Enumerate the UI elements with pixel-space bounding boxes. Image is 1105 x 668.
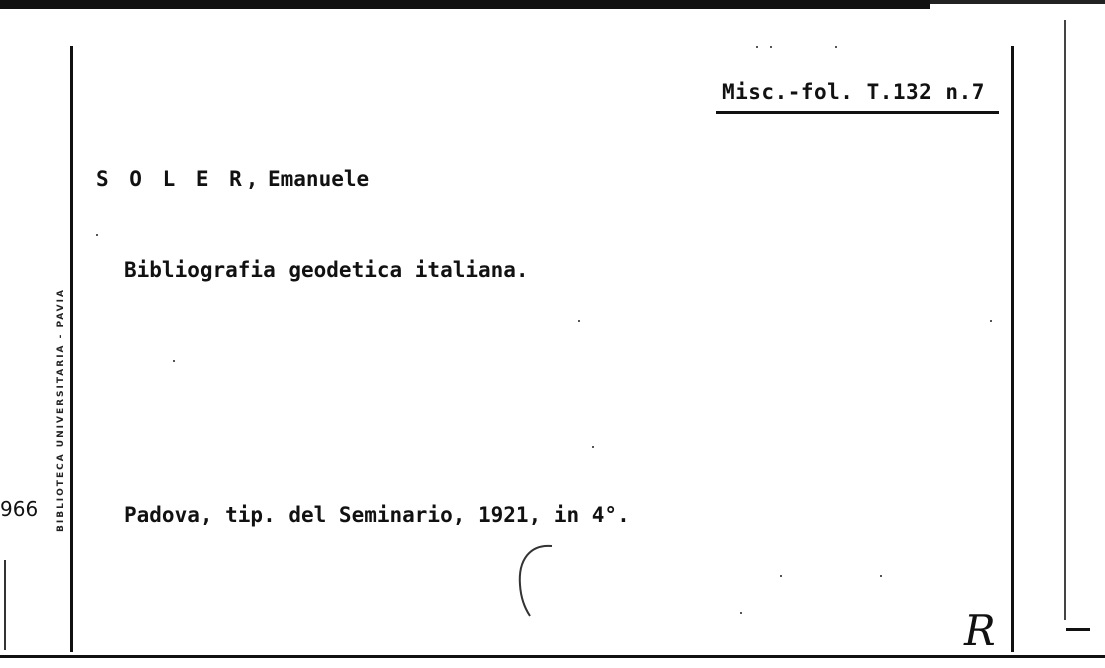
speck bbox=[835, 46, 837, 48]
speck bbox=[780, 575, 782, 577]
pencil-arc-mark bbox=[500, 540, 560, 620]
bottom-border bbox=[0, 655, 1105, 658]
speck bbox=[592, 446, 594, 448]
card-edge-line bbox=[1064, 20, 1066, 620]
shelfmark-underline bbox=[716, 111, 999, 114]
speck bbox=[173, 360, 175, 362]
accession-number: 966 bbox=[0, 497, 39, 521]
author-surname: S O L E R, bbox=[96, 167, 263, 191]
speck bbox=[740, 612, 742, 614]
right-margin-rule bbox=[1011, 46, 1014, 652]
speck bbox=[880, 575, 882, 577]
handwritten-mark: R bbox=[964, 606, 996, 655]
imprint: Padova, tip. del Seminario, 1921, in 4°. bbox=[124, 503, 630, 527]
speck bbox=[770, 46, 772, 48]
speck bbox=[578, 320, 580, 322]
speck bbox=[96, 234, 98, 236]
left-margin-rule bbox=[70, 46, 73, 652]
library-stamp: BIBLIOTECA UNIVERSITARIA - PAVIA bbox=[56, 288, 66, 532]
speck bbox=[990, 320, 992, 322]
top-border-right bbox=[930, 0, 1105, 4]
bottom-edge-mark bbox=[1066, 628, 1090, 631]
speck bbox=[756, 46, 758, 48]
shelfmark: Misc.-fol. T.132 n.7 bbox=[722, 80, 985, 104]
author-given-name: Emanuele bbox=[268, 167, 370, 191]
book-title: Bibliografia geodetica italiana. bbox=[124, 258, 529, 282]
top-border bbox=[0, 0, 930, 9]
left-edge-line bbox=[4, 560, 6, 650]
